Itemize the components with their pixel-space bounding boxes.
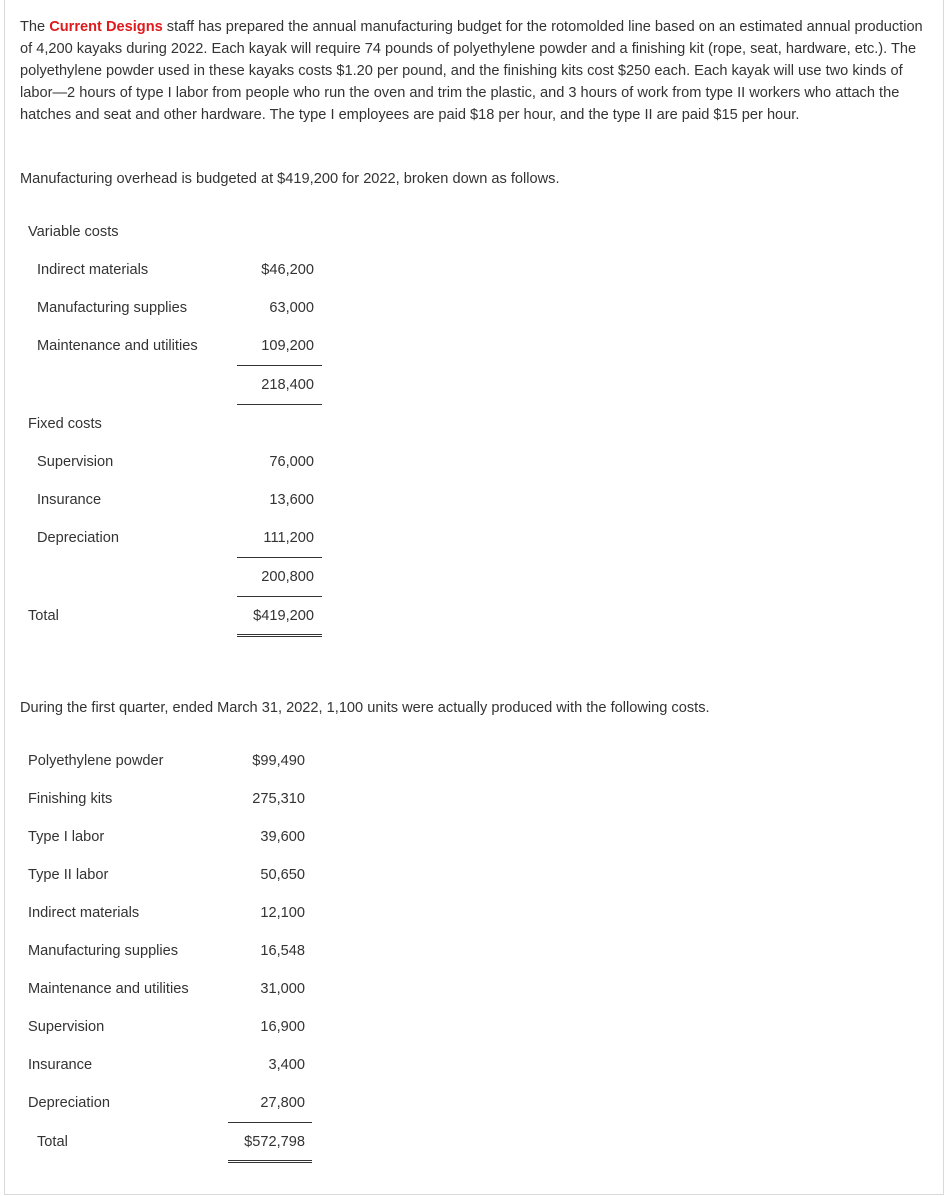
actual-item-label: Manufacturing supplies — [28, 943, 179, 959]
actual-item-label: Finishing kits — [28, 791, 113, 807]
actual-item-value: 39,600 — [260, 829, 305, 845]
actual-item-value: 275,310 — [252, 791, 305, 807]
actual-item-label: Indirect materials — [28, 905, 140, 921]
problem-intro-paragraph — [20, 16, 938, 126]
actual-item-value: 16,548 — [260, 943, 305, 959]
actual-item-label: Type II labor — [28, 867, 109, 883]
fixed-item-value: 13,600 — [269, 492, 314, 508]
subtotal-rule — [237, 404, 322, 405]
fixed-item-label: Depreciation — [37, 530, 119, 546]
actual-total-value: $572,798 — [244, 1134, 305, 1150]
total-rule — [228, 1122, 312, 1123]
actual-item-value: 50,650 — [260, 867, 305, 883]
actual-item-label: Type I labor — [28, 829, 105, 845]
intro-text-after: staff has prepared the annual manufacturing budget for the rotomolded line based on an estimated annual production of 4,200 kayaks during 2022. Each kayak will require 74 pounds of polyethylene powder and a finishing kit (rope, seat, hardware, etc.). The polyethylene powder used in these kayaks costs $1.20 per pound, and the finishing kits cost $250 each. Each kayak will use two kinds of labor—2 hours of type I labor from people who run the oven and trim the plastic, and 3 hours of work from type II workers who attach the hatches and seat and other hardware. The type I employees are paid $18 per hour, and the type II are paid $15 per hour. — [20, 19, 923, 123]
actual-item-value: 3,400 — [268, 1057, 305, 1073]
actual-item-value: 16,900 — [260, 1019, 305, 1035]
variable-subtotal-value: 218,400 — [261, 377, 314, 393]
variable-item-value: $46,200 — [261, 262, 314, 278]
subtotal-rule — [237, 365, 322, 366]
variable-item-label: Indirect materials — [37, 262, 149, 278]
actual-item-label: Insurance — [28, 1057, 93, 1073]
actual-item-value: 12,100 — [260, 905, 305, 921]
fixed-item-value: 111,200 — [263, 530, 314, 546]
actual-item-value: 31,000 — [260, 981, 305, 997]
overhead-intro: Manufacturing overhead is budgeted at $419,200 for 2022, broken down as follows. — [20, 171, 560, 187]
fixed-subtotal-value: 200,800 — [261, 569, 314, 585]
actual-item-value: $99,490 — [252, 753, 305, 769]
variable-item-label: Maintenance and utilities — [37, 338, 198, 354]
variable-costs-heading: Variable costs — [28, 224, 119, 240]
actual-item-label: Depreciation — [28, 1095, 110, 1111]
actual-costs-intro: During the first quarter, ended March 31, 2022, 1,100 units were actually produced with the following costs. — [20, 700, 710, 716]
actual-item-label: Maintenance and utilities — [28, 981, 189, 997]
actual-item-label: Polyethylene powder — [28, 753, 164, 769]
intro-text-before: The — [20, 19, 50, 35]
budget-total-value: $419,200 — [253, 608, 314, 624]
variable-item-value: 63,000 — [269, 300, 314, 316]
subtotal-rule — [237, 557, 322, 558]
fixed-item-label: Insurance — [37, 492, 102, 508]
variable-item-label: Manufacturing supplies — [37, 300, 188, 316]
fixed-item-label: Supervision — [37, 454, 114, 470]
fixed-costs-heading: Fixed costs — [28, 416, 102, 432]
actual-total-label: Total — [37, 1134, 68, 1150]
variable-item-value: 109,200 — [261, 338, 314, 354]
actual-item-value: 27,800 — [260, 1095, 305, 1111]
company-name: Current Designs — [49, 19, 163, 35]
total-double-rule — [228, 1160, 312, 1163]
actual-item-label: Supervision — [28, 1019, 105, 1035]
fixed-item-value: 76,000 — [269, 454, 314, 470]
budget-total-label: Total — [28, 608, 59, 624]
subtotal-rule — [237, 596, 322, 597]
total-double-rule — [237, 634, 322, 637]
